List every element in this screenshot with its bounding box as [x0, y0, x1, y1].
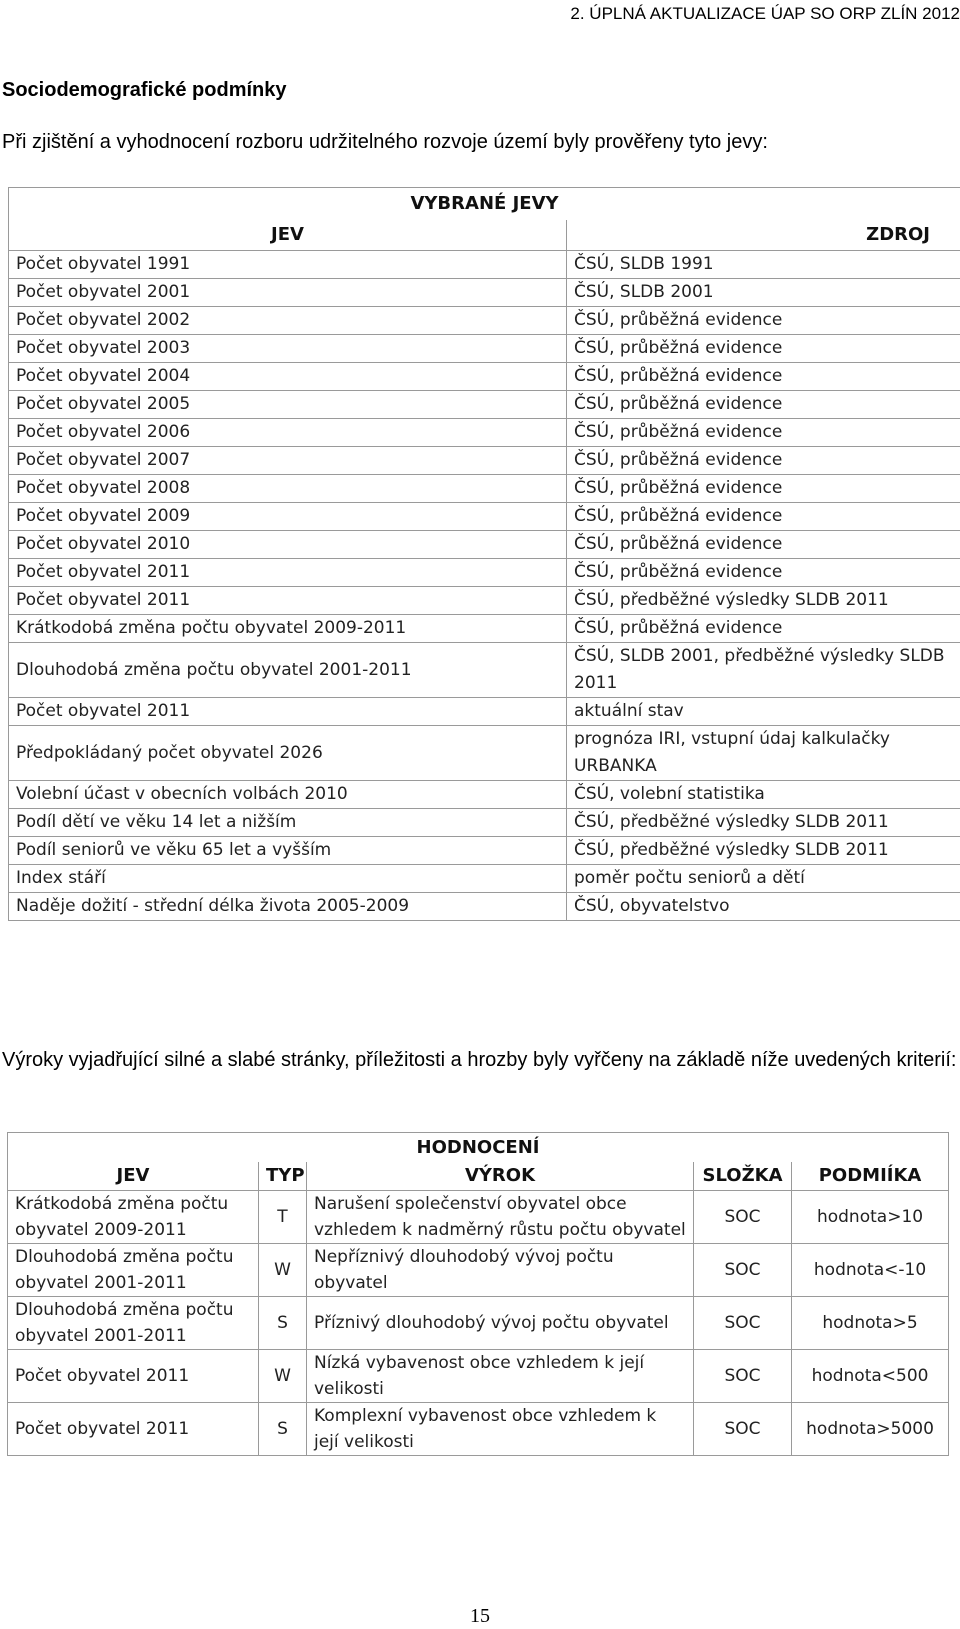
jev-cell: Podíl seniorů ve věku 65 let a vyšším: [9, 837, 567, 865]
table1-title: VYBRANÉ JEVY: [9, 188, 960, 220]
jev-cell: Počet obyvatel 2004: [9, 363, 567, 391]
podminka-cell: hodnota<-10: [792, 1244, 949, 1297]
zdroj-cell: ČSÚ, průběžná evidence: [567, 531, 960, 559]
typ-cell: W: [259, 1350, 307, 1403]
zdroj-cell: ČSÚ, obyvatelstvo: [567, 893, 960, 921]
vyrok-cell: Narušení společenství obyvatel obce vzhledem k nadměrný růstu počtu obyvatel: [307, 1191, 694, 1244]
zdroj-cell: aktuální stav: [567, 698, 960, 726]
podminka-cell: hodnota>10: [792, 1191, 949, 1244]
table-row: [8, 1350, 949, 1403]
zdroj-cell: ČSÚ, SLDB 2001, předběžné výsledky SLDB 2011: [567, 643, 960, 698]
podminka-cell: hodnota>5: [792, 1297, 949, 1350]
table-row: [9, 698, 960, 726]
jev-cell: Dlouhodobá změna počtu obyvatel 2001-2011: [8, 1244, 259, 1297]
table-row: [9, 251, 960, 279]
table2-header-podminka: PODMIÍKA: [792, 1162, 949, 1191]
jev-cell: Počet obyvatel 2011: [9, 587, 567, 615]
table2-body: [8, 1191, 949, 1456]
table1-header-jev: JEV: [9, 220, 567, 251]
jev-cell: Naděje dožití - střední délka života 2005-2009: [9, 893, 567, 921]
jev-cell: Počet obyvatel 2008: [9, 475, 567, 503]
typ-cell: T: [259, 1191, 307, 1244]
zdroj-cell: ČSÚ, průběžná evidence: [567, 307, 960, 335]
table-row: [9, 643, 960, 698]
typ-cell: W: [259, 1244, 307, 1297]
table-row: [9, 391, 960, 419]
typ-cell: S: [259, 1297, 307, 1350]
zdroj-cell: ČSÚ, průběžná evidence: [567, 475, 960, 503]
jev-cell: Podíl dětí ve věku 14 let a nižším: [9, 809, 567, 837]
table-row: [9, 335, 960, 363]
zdroj-cell: ČSÚ, průběžná evidence: [567, 391, 960, 419]
jev-cell: Počet obyvatel 2003: [9, 335, 567, 363]
typ-cell: S: [259, 1403, 307, 1456]
table-row: [9, 893, 960, 921]
table-row: [9, 363, 960, 391]
zdroj-cell: ČSÚ, průběžná evidence: [567, 363, 960, 391]
jev-cell: Počet obyvatel 2005: [9, 391, 567, 419]
jev-cell: Dlouhodobá změna počtu obyvatel 2001-2011: [9, 643, 567, 698]
table-row: [9, 503, 960, 531]
jev-cell: Počet obyvatel 2002: [9, 307, 567, 335]
table2-header-jev: JEV: [8, 1162, 259, 1191]
table-row: [8, 1297, 949, 1350]
slozka-cell: SOC: [694, 1350, 792, 1403]
jev-cell: Krátkodobá změna počtu obyvatel 2009-2011: [9, 615, 567, 643]
jev-cell: Počet obyvatel 2011: [9, 698, 567, 726]
table-row: [9, 559, 960, 587]
table-row: [9, 865, 960, 893]
intro-paragraph: Při zjištění a vyhodnocení rozboru udržitelného rozvoje území byly prověřeny tyto jevy:: [2, 131, 768, 153]
zdroj-cell: ČSÚ, předběžné výsledky SLDB 2011: [567, 809, 960, 837]
slozka-cell: SOC: [694, 1297, 792, 1350]
zdroj-cell: ČSÚ, předběžné výsledky SLDB 2011: [567, 837, 960, 865]
evaluation-table: [7, 1132, 949, 1456]
table1-header-zdroj: ZDROJ: [567, 220, 960, 251]
vyrok-cell: Příznivý dlouhodobý vývoj počtu obyvatel: [307, 1297, 694, 1350]
jev-cell: Dlouhodobá změna počtu obyvatel 2001-2011: [8, 1297, 259, 1350]
zdroj-cell: ČSÚ, průběžná evidence: [567, 335, 960, 363]
zdroj-cell: ČSÚ, průběžná evidence: [567, 419, 960, 447]
zdroj-cell: ČSÚ, SLDB 2001: [567, 279, 960, 307]
table-row: [8, 1403, 949, 1456]
selected-phenomena-table: [8, 187, 960, 921]
jev-cell: Předpokládaný počet obyvatel 2026: [9, 726, 567, 781]
jev-cell: Počet obyvatel 2010: [9, 531, 567, 559]
zdroj-cell: ČSÚ, SLDB 1991: [567, 251, 960, 279]
jev-cell: Index stáří: [9, 865, 567, 893]
jev-cell: Krátkodobá změna počtu obyvatel 2009-2011: [8, 1191, 259, 1244]
jev-cell: Počet obyvatel 1991: [9, 251, 567, 279]
table1-body: [9, 251, 960, 921]
podminka-cell: hodnota<500: [792, 1350, 949, 1403]
page-number: 15: [470, 1605, 490, 1627]
table-row: [8, 1191, 949, 1244]
jev-cell: Počet obyvatel 2011: [8, 1350, 259, 1403]
table-row: [9, 419, 960, 447]
table2-title: HODNOCENÍ: [8, 1133, 949, 1162]
criteria-paragraph: Výroky vyjadřující silné a slabé stránky, příležitosti a hrozby byly vyřčeny na základě níže uvedených kriterií:: [2, 1049, 957, 1071]
jev-cell: Volební účast v obecních volbách 2010: [9, 781, 567, 809]
zdroj-cell: ČSÚ, průběžná evidence: [567, 447, 960, 475]
table2-header-typ: TYP: [259, 1162, 307, 1191]
table-row: [9, 809, 960, 837]
table-row: [9, 447, 960, 475]
table-row: [9, 726, 960, 781]
zdroj-cell: ČSÚ, průběžná evidence: [567, 559, 960, 587]
table-row: [9, 587, 960, 615]
jev-cell: Počet obyvatel 2001: [9, 279, 567, 307]
vyrok-cell: Komplexní vybavenost obce vzhledem k její velikosti: [307, 1403, 694, 1456]
jev-cell: Počet obyvatel 2009: [9, 503, 567, 531]
table-row: [9, 475, 960, 503]
zdroj-cell: ČSÚ, volební statistika: [567, 781, 960, 809]
table2-header-vyrok: VÝROK: [307, 1162, 694, 1191]
zdroj-cell: ČSÚ, průběžná evidence: [567, 615, 960, 643]
table-row: [8, 1244, 949, 1297]
table-row: [9, 531, 960, 559]
jev-cell: Počet obyvatel 2006: [9, 419, 567, 447]
table-row: [9, 307, 960, 335]
jev-cell: Počet obyvatel 2011: [9, 559, 567, 587]
jev-cell: Počet obyvatel 2007: [9, 447, 567, 475]
vyrok-cell: Nízká vybavenost obce vzhledem k její velikosti: [307, 1350, 694, 1403]
slozka-cell: SOC: [694, 1191, 792, 1244]
zdroj-cell: ČSÚ, průběžná evidence: [567, 503, 960, 531]
table-row: [9, 837, 960, 865]
table-row: [9, 781, 960, 809]
vyrok-cell: Nepříznivý dlouhodobý vývoj počtu obyvatel: [307, 1244, 694, 1297]
table-row: [9, 279, 960, 307]
table-row: [9, 615, 960, 643]
table2-header-slozka: SLOŽKA: [694, 1162, 792, 1191]
running-header: 2. ÚPLNÁ AKTUALIZACE ÚAP SO ORP ZLÍN 2012: [570, 4, 960, 23]
section-title: Sociodemografické podmínky: [2, 79, 287, 101]
slozka-cell: SOC: [694, 1244, 792, 1297]
zdroj-cell: poměr počtu seniorů a dětí: [567, 865, 960, 893]
jev-cell: Počet obyvatel 2011: [8, 1403, 259, 1456]
zdroj-cell: prognóza IRI, vstupní údaj kalkulačky URBANKA: [567, 726, 960, 781]
podminka-cell: hodnota>5000: [792, 1403, 949, 1456]
slozka-cell: SOC: [694, 1403, 792, 1456]
zdroj-cell: ČSÚ, předběžné výsledky SLDB 2011: [567, 587, 960, 615]
